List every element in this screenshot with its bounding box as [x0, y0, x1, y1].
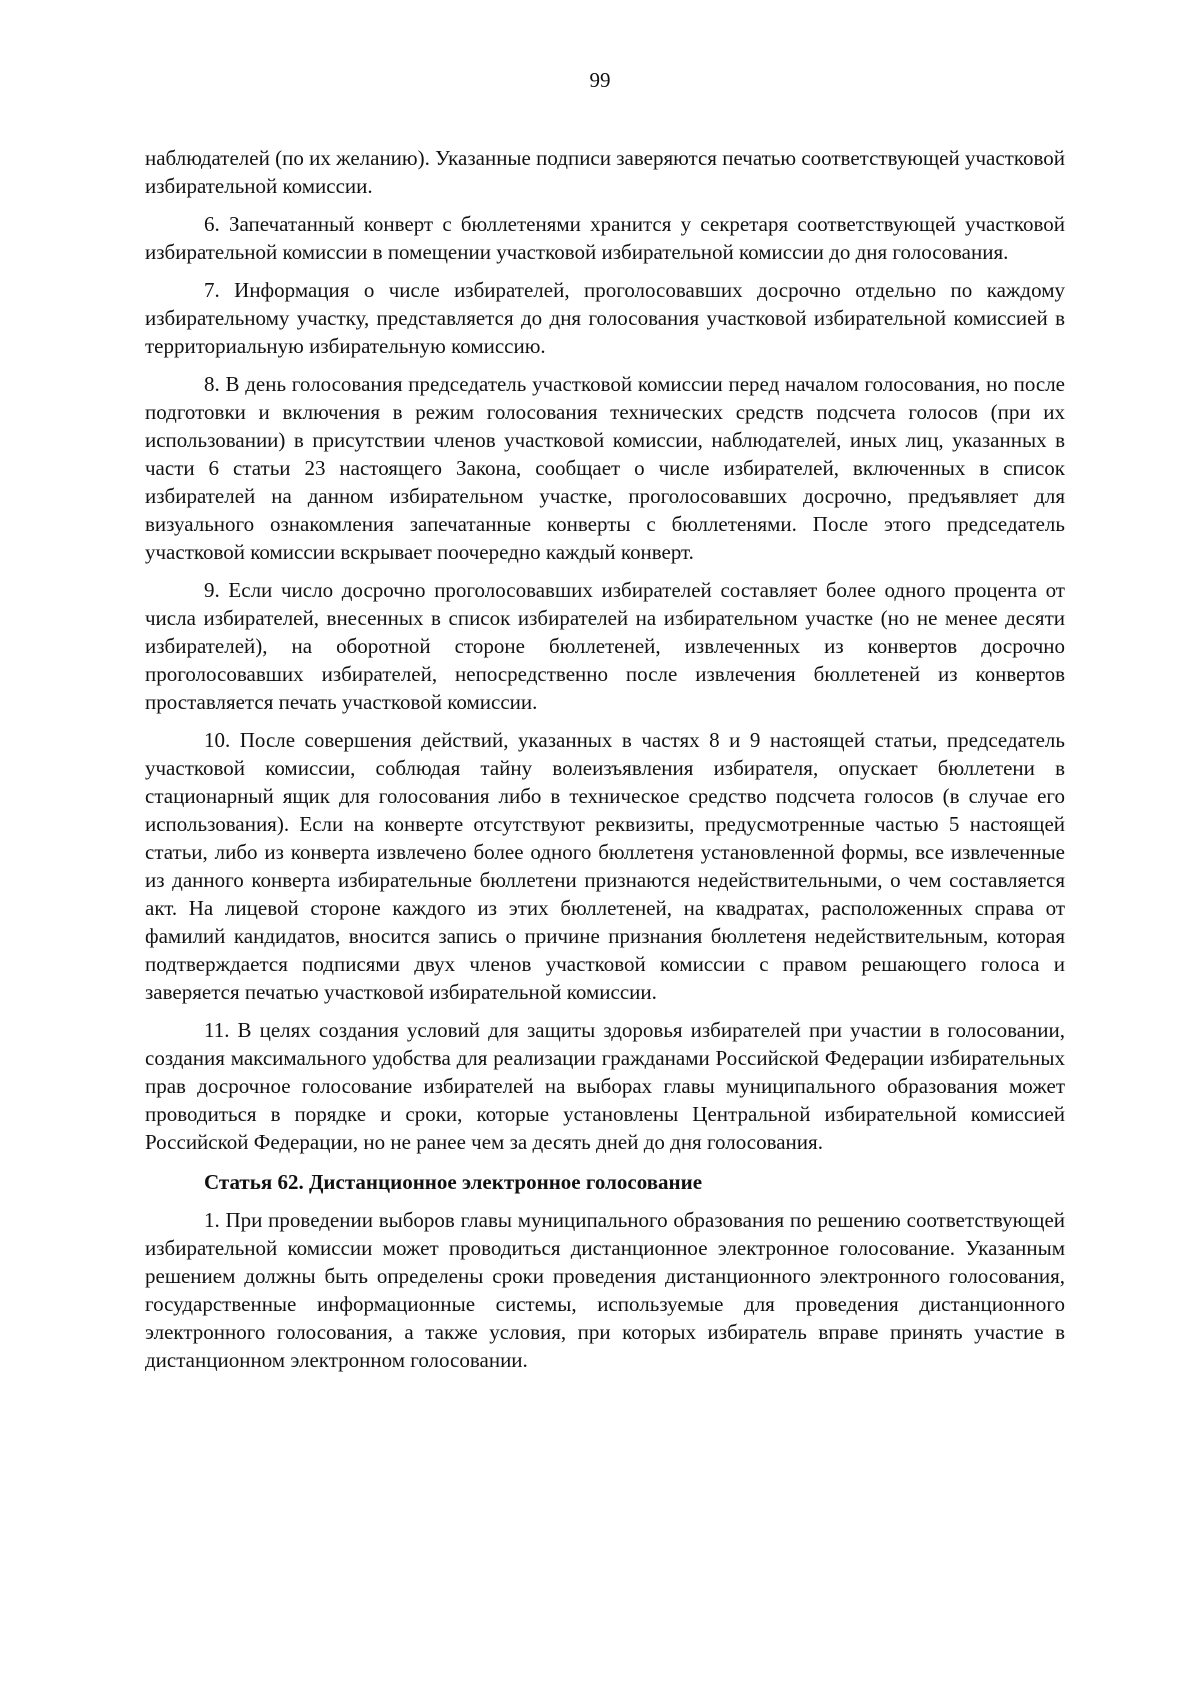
paragraph-item-10: 10. После совершения действий, указанных в частях 8 и 9 настоящей статьи, председатель участковой комиссии, соблюдая тайну волеизъявления избирателя, опускает бюллетени в стационарный ящик для голосования либо в техническое средство подсчета голосов (в случае его использования). Если на конверте отсутствуют реквизиты, предусмотренные частью 5 настоящей статьи, либо из конверта извлечено более одного бюллетеня установленной формы, все извлеченные из данного конверта избирательные бюллетени признаются недействительными, о чем составляется акт. На лицевой стороне каждого из этих бюллетеней, на квадратах, расположенных справа от фамилий кандидатов, вносится запись о причине признания бюллетеня недействительным, которая подтверждается подписями двух членов участковой комиссии с правом решающего голоса и заверяется печатью участковой избирательной комиссии. [145, 728, 1065, 1004]
paragraph-continuation: наблюдателей (по их желанию). Указанные подписи заверяются печатью соответствующей участковой избирательной комиссии. [145, 146, 1065, 198]
page-number: 99 [589, 68, 611, 92]
document-body [145, 144, 1065, 1384]
paragraph-item-8: 8. В день голосования председатель участковой комиссии перед началом голосования, но после подготовки и включения в режим голосования технических средств подсчета голосов (при их использовании) в присутствии членов участковой комиссии, наблюдателей, иных лиц, указанных в части 6 статьи 23 настоящего Закона, сообщает о числе избирателей, включенных в список избирателей на данном избирательном участке, проголосовавших досрочно, предъявляет для визуального ознакомления запечатанные конверты с бюллетенями. После этого председатель участковой комиссии вскрывает поочередно каждый конверт. [145, 372, 1065, 564]
article-heading: Статья 62. Дистанционное электронное голосование [204, 1170, 703, 1194]
paragraph-item-9: 9. Если число досрочно проголосовавших избирателей составляет более одного процента от числа избирателей, внесенных в список избирателей на избирательном участке (но не менее десяти избирателей), на оборотной стороне бюллетеней, извлеченных из конвертов досрочно проголосовавших избирателей, непосредственно после извлечения бюллетеней из конвертов проставляется печать участковой комиссии. [145, 578, 1065, 714]
paragraph-item-7: 7. Информация о числе избирателей, проголосовавших досрочно отдельно по каждому избирательному участку, представляется до дня голосования участковой избирательной комиссией в территориальную избирательную комиссию. [145, 278, 1065, 358]
paragraph-item-6: 6. Запечатанный конверт с бюллетенями хранится у секретаря соответствующей участковой избирательной комиссии в помещении участковой избирательной комиссии до дня голосования. [145, 212, 1065, 264]
paragraph-article-62-item-1: 1. При проведении выборов главы муниципального образования по решению соответствующей избирательной комиссии может проводиться дистанционное электронное голосование. Указанным решением должны быть определены сроки проведения дистанционного электронного голосования, государственные информационные системы, используемые для проведения дистанционного электронного голосования, а также условия, при которых избиратель вправе принять участие в дистанционном электронном голосовании. [145, 1208, 1065, 1372]
paragraph-item-11: 11. В целях создания условий для защиты здоровья избирателей при участии в голосовании, создания максимального удобства для реализации гражданами Российской Федерации избирательных прав досрочное голосование избирателей на выборах главы муниципального образования может проводиться в порядке и сроки, которые установлены Центральной избирательной комиссией Российской Федерации, но не ранее чем за десять дней до дня голосования. [145, 1018, 1065, 1154]
